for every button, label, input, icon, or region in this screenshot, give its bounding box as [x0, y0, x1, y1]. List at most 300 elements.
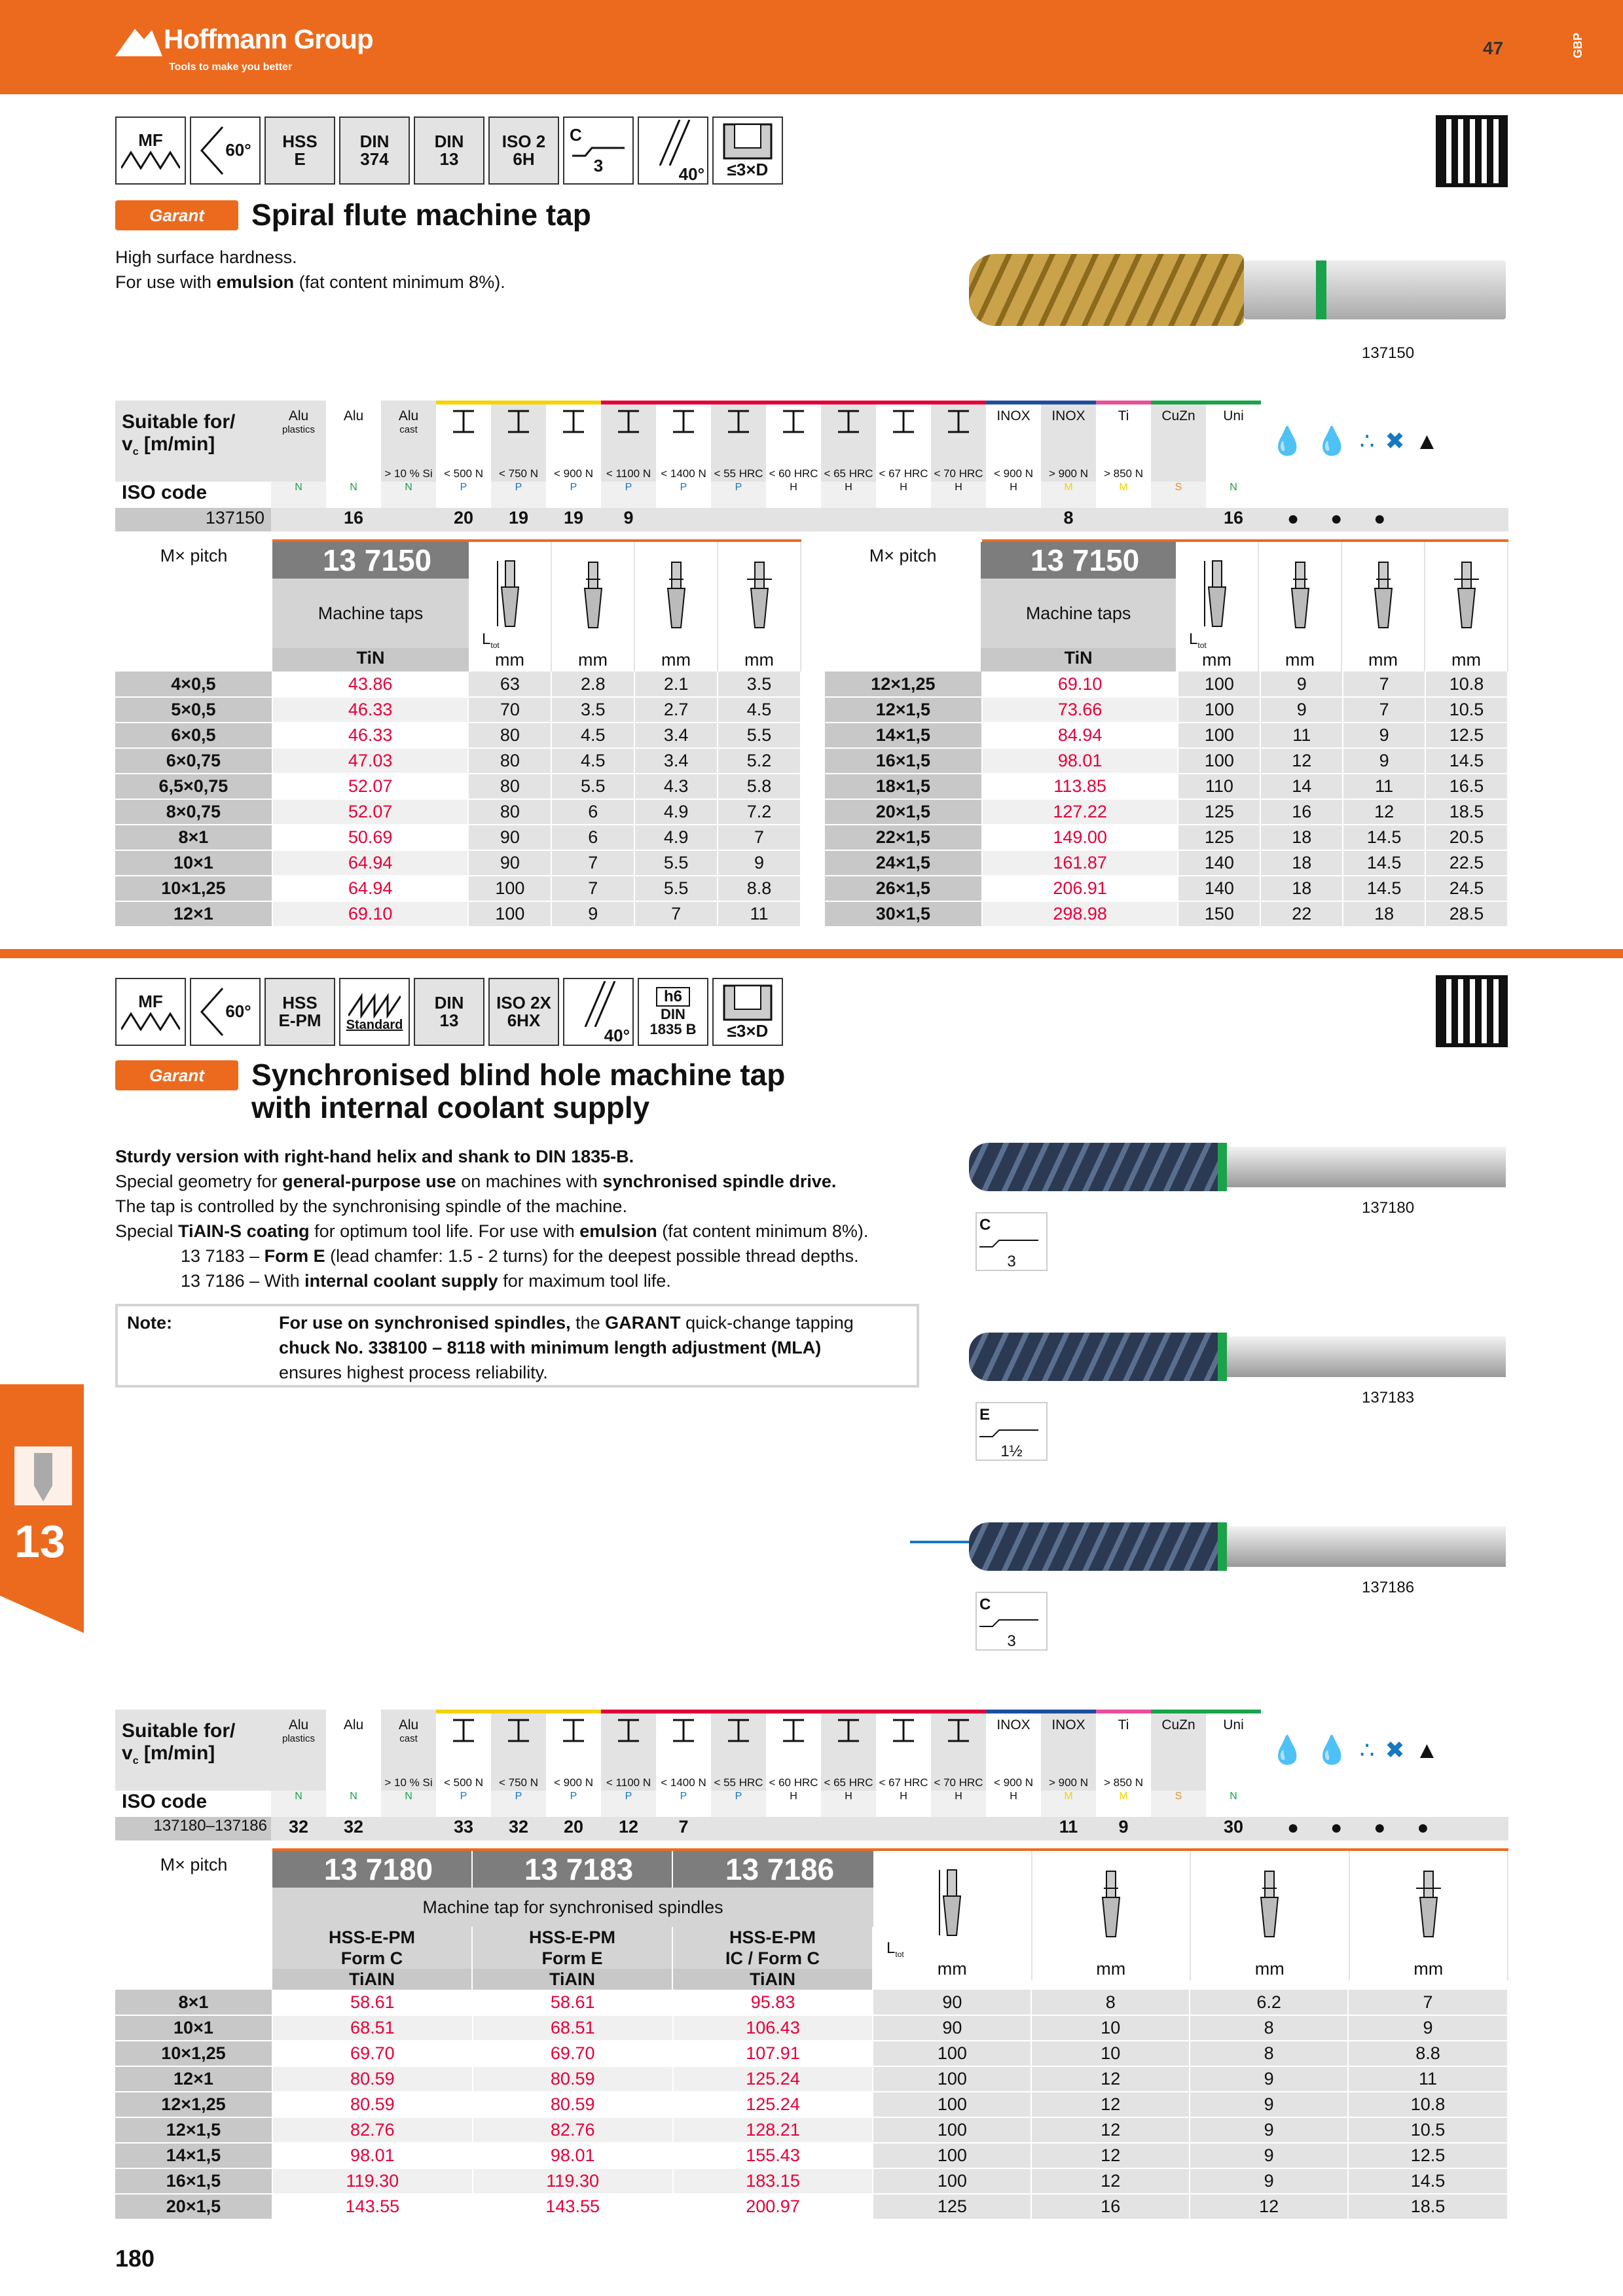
- table-row[interactable]: [115, 2168, 1508, 2194]
- dim-col-header: $L_{tot}$ mm: [469, 542, 552, 672]
- tool-image-1: [969, 1333, 1506, 1483]
- chamfer-c-symbol: C 3: [563, 117, 634, 185]
- tool-spec-header: HSS-E-PM Form C TiAIN: [272, 1927, 473, 1990]
- drill-chapter-icon: [14, 1446, 72, 1505]
- steel-beam-icon: [725, 1717, 752, 1744]
- s1-description: [115, 245, 505, 295]
- table-row[interactable]: [115, 2015, 1508, 2041]
- mf-symbol: MF: [115, 978, 186, 1046]
- material-limit: < 1100 N: [606, 1776, 651, 1789]
- speed-cell: [1096, 508, 1151, 531]
- dimension-cell: 7: [718, 825, 801, 850]
- thread-size-cell: 30×1,5: [825, 901, 982, 927]
- price-cell: 58.61: [272, 1990, 473, 2015]
- material-col-0: [271, 401, 326, 482]
- price-cell: 64.94: [272, 850, 469, 876]
- dimension-cell: 14.5: [1348, 2168, 1508, 2194]
- table-row[interactable]: [115, 2041, 1508, 2066]
- s1-product-title: Spiral flute machine tap: [251, 198, 591, 232]
- iso-code-cell: P: [656, 482, 711, 508]
- thread-size-cell: 12×1,5: [115, 2117, 272, 2143]
- price-cell: 128.21: [673, 2117, 873, 2143]
- oil-drop-icon: 💧: [1270, 425, 1305, 456]
- dimension-cell: 11: [1348, 2066, 1508, 2092]
- material-limit: > 850 N: [1103, 467, 1143, 480]
- material-col-13: [986, 1710, 1041, 1791]
- material-limit: < 1400 N: [661, 1776, 706, 1789]
- dimension-cell: 7: [1343, 672, 1425, 697]
- dimension-cell: 22.5: [1425, 850, 1508, 876]
- qr-code[interactable]: [1436, 975, 1508, 1047]
- thread-size-cell: 6×0,75: [115, 748, 272, 774]
- price-cell: 127.22: [982, 799, 1178, 825]
- iso-code-cell: N: [271, 482, 326, 508]
- brand-tagline: Tools to make you better: [169, 62, 293, 73]
- speed-cell: 19: [508, 508, 529, 528]
- dimension-cell: 12: [1031, 2117, 1190, 2143]
- speed-cell: [986, 1817, 1041, 1840]
- dry-icon: ✖: [1385, 427, 1405, 454]
- material-col-17: [1206, 401, 1261, 482]
- table-row[interactable]: [825, 697, 1508, 723]
- table-row[interactable]: [115, 901, 801, 927]
- coating-label: TiN: [981, 648, 1176, 672]
- chapter-tab[interactable]: [0, 1384, 84, 1633]
- price-cell: 125.24: [673, 2092, 873, 2117]
- dim-col-header: mm: [1350, 1851, 1509, 1981]
- iso-code-cell: P: [711, 482, 766, 508]
- table-row[interactable]: [115, 697, 801, 723]
- speed-cell: [271, 508, 326, 531]
- iso-code-cell: M: [1096, 482, 1151, 508]
- speed-cell: 20: [453, 508, 474, 528]
- dimension-cell: 9: [551, 901, 634, 927]
- table-row[interactable]: [115, 850, 801, 876]
- table-row[interactable]: [115, 672, 801, 697]
- material-name: Alu: [343, 1717, 364, 1732]
- material-col-4: [491, 1710, 546, 1791]
- price-cell: 82.76: [272, 2117, 473, 2143]
- iso-code-cell: N: [326, 482, 381, 508]
- dimension-cell: 14: [1260, 774, 1343, 799]
- s1-left-head: [115, 542, 801, 672]
- din-13-symbol: DIN 13: [414, 978, 484, 1046]
- tool-image-2: [969, 1522, 1506, 1673]
- dimension-cell: 7.2: [718, 799, 801, 825]
- speed-cell: [766, 508, 821, 531]
- table-row[interactable]: [115, 2117, 1508, 2143]
- iso-code-cell: H: [931, 1791, 986, 1817]
- speed-cell: [1151, 508, 1206, 531]
- material-sub: plastics: [282, 1733, 316, 1744]
- price-cell: 200.97: [673, 2194, 873, 2219]
- material-limit: > 10 % Si: [384, 1776, 433, 1789]
- iso-code-cell: P: [546, 482, 601, 508]
- steel-beam-icon: [505, 1717, 532, 1744]
- iso-code-cell: P: [711, 1791, 766, 1817]
- speed-cell: 32: [343, 1817, 364, 1837]
- material-columns: [271, 1710, 1261, 1791]
- table-row[interactable]: [115, 876, 801, 901]
- table-row[interactable]: [115, 2092, 1508, 2117]
- garant-brand-badge: Garant: [115, 1060, 238, 1090]
- overall-length-icon: [1201, 558, 1233, 630]
- speed-row: [115, 1817, 1508, 1840]
- note-box: Note: For use on synchronised spindles, the GARANT quick-change tapping chuck No. 338100 – 8118 with minimum length adjustment (MLA) ensures highest process reliability.: [115, 1304, 919, 1388]
- dimension-cell: 16: [1260, 799, 1343, 825]
- iso-code-cell: H: [931, 482, 986, 508]
- price-cell: 69.70: [473, 2041, 673, 2066]
- table-row[interactable]: [825, 748, 1508, 774]
- iso-code-cell: N: [1206, 1791, 1261, 1817]
- material-limit: < 60 HRC: [769, 1776, 818, 1789]
- dimension-cell: 5.5: [634, 850, 718, 876]
- material-col-6: [601, 1710, 656, 1791]
- dimension-cell: 24.5: [1425, 876, 1508, 901]
- speed-cell: 20: [563, 1817, 584, 1837]
- speed-cell: [876, 1817, 931, 1840]
- article-ref-137180: 13 7180: [272, 1851, 473, 1888]
- material-sub: cast: [399, 424, 418, 435]
- iso-code-cell: P: [436, 1791, 491, 1817]
- material-col-7: [656, 1710, 711, 1791]
- material-col-11: [876, 1710, 931, 1791]
- steel-beam-icon: [560, 1717, 587, 1744]
- material-limit: < 900 N: [553, 1776, 593, 1789]
- dimension-cell: 14.5: [1343, 876, 1425, 901]
- iso-code-cell: H: [986, 1791, 1041, 1817]
- table-row[interactable]: [115, 2194, 1508, 2219]
- coolant-arrow-icon: [910, 1541, 969, 1543]
- iso-code-cell: N: [381, 1791, 436, 1817]
- table-row[interactable]: [825, 672, 1508, 697]
- material-col-12: [931, 1710, 986, 1791]
- table-row[interactable]: [825, 825, 1508, 850]
- material-limit: < 65 HRC: [824, 1776, 873, 1789]
- hss-e-pm-symbol: HSS E-PM: [264, 978, 335, 1046]
- material-columns: [271, 401, 1261, 482]
- dimension-cell: 125: [1178, 825, 1260, 850]
- price-cell: 46.33: [272, 697, 469, 723]
- price-cell: 155.43: [673, 2143, 873, 2168]
- dimension-cell: 16.5: [1425, 774, 1508, 799]
- material-col-1: [326, 1710, 381, 1791]
- thread-size-cell: 6×0,5: [115, 723, 272, 748]
- thread-size-cell: 6,5×0,75: [115, 774, 272, 799]
- standard-symbol: Standard: [339, 978, 410, 1046]
- dimension-cell: 2.8: [551, 672, 634, 697]
- s1-suitability-table: [115, 401, 1508, 531]
- thread-diameter-icon: [1284, 560, 1317, 632]
- thread-size-cell: 18×1,5: [825, 774, 982, 799]
- iso-code-cell: H: [876, 482, 931, 508]
- iso-code-cell: M: [1096, 1791, 1151, 1817]
- table-row[interactable]: [825, 723, 1508, 748]
- dimension-cell: 5.2: [718, 748, 801, 774]
- speed-row-label: 137150: [115, 508, 271, 531]
- iso-2x-6hx-symbol: ISO 2X 6HX: [488, 978, 559, 1046]
- material-limit: < 60 HRC: [769, 467, 818, 480]
- speed-cell: [821, 1817, 876, 1840]
- iso-code-cell: P: [601, 1791, 656, 1817]
- price-cell: 183.15: [673, 2168, 873, 2194]
- coolant-dot: ●: [1417, 1817, 1429, 1839]
- dim-col-header: mm: [1191, 1851, 1350, 1981]
- price-cell: 95.83: [673, 1990, 873, 2015]
- iso-code-cell: P: [546, 1791, 601, 1817]
- dimension-cell: 12: [1260, 748, 1343, 774]
- brand-logo[interactable]: Hoffmann Group: [164, 24, 373, 54]
- dimension-cell: 11: [1343, 774, 1425, 799]
- steel-beam-icon: [890, 408, 917, 435]
- iso-code-cell: P: [656, 1791, 711, 1817]
- material-name: Alu: [288, 408, 309, 423]
- coolant-dot: ●: [1287, 1817, 1300, 1839]
- speed-cell: [876, 508, 931, 531]
- material-sub: plastics: [282, 424, 316, 435]
- dimension-cell: 11: [718, 901, 801, 927]
- dim-col-header: mm: [1425, 542, 1508, 672]
- dimension-cell: 22: [1260, 901, 1343, 927]
- table-row[interactable]: [115, 2066, 1508, 2092]
- iso-code-cell: N: [271, 1791, 326, 1817]
- material-col-10: [821, 1710, 876, 1791]
- dimension-cell: 4.3: [634, 774, 718, 799]
- table-row[interactable]: [825, 901, 1508, 927]
- material-col-15: [1096, 1710, 1151, 1791]
- thread-size-cell: 16×1,5: [825, 748, 982, 774]
- table-row[interactable]: [115, 723, 801, 748]
- coating-label: TiN: [272, 648, 469, 672]
- table-row[interactable]: [115, 799, 801, 825]
- steel-beam-icon: [945, 1717, 972, 1744]
- dimension-cell: 8: [1190, 2041, 1348, 2066]
- dimension-cell: 3.5: [718, 672, 801, 697]
- speed-cell: 16: [1223, 508, 1244, 528]
- price-cell: 68.51: [473, 2015, 673, 2041]
- dimension-cell: 9: [1260, 672, 1343, 697]
- table-row[interactable]: [115, 825, 801, 850]
- s2-product-title: Synchronised blind hole machine tap with internal coolant supply: [251, 1058, 786, 1124]
- helix-40-symbol: 40°: [638, 117, 708, 185]
- thread-diameter-icon: [1095, 1869, 1127, 1941]
- dimension-cell: 18: [1260, 825, 1343, 850]
- helix-icon: [579, 981, 618, 1027]
- page-number: 47: [1483, 38, 1504, 58]
- dimension-cell: 4.9: [634, 799, 718, 825]
- table-row[interactable]: [825, 774, 1508, 799]
- dimension-cell: 125: [1178, 799, 1260, 825]
- dimension-cell: 7: [1348, 1990, 1508, 2015]
- price-cell: 98.01: [473, 2143, 673, 2168]
- oil-drop-icon: 💧: [1270, 1734, 1305, 1765]
- table-row[interactable]: [825, 799, 1508, 825]
- suitable-label: Suitable for/ $v_c$ [m/min]: [115, 401, 271, 482]
- thread-size-cell: 4×0,5: [115, 672, 272, 697]
- dimension-cell: 9: [1190, 2092, 1348, 2117]
- iso-code-cell: H: [766, 482, 821, 508]
- dim-col-header: $L_{tot}$ mm: [873, 1851, 1032, 1981]
- table-row[interactable]: [825, 876, 1508, 901]
- thread-size-cell: 8×1: [115, 1990, 272, 2015]
- dimension-cell: 8.8: [1348, 2041, 1508, 2066]
- chamfer-form-icon: C 3: [976, 1212, 1048, 1271]
- table-row[interactable]: [115, 774, 801, 799]
- mql-icon: ▲: [1415, 1736, 1439, 1763]
- price-cell: 68.51: [272, 2015, 473, 2041]
- thread-size-cell: 12×1: [115, 2066, 272, 2092]
- steel-beam-icon: [560, 408, 587, 435]
- thread-diameter-icon: [577, 560, 610, 632]
- price-cell: 98.01: [272, 2143, 473, 2168]
- price-cell: 107.91: [673, 2041, 873, 2066]
- table-row[interactable]: [115, 1990, 1508, 2015]
- blind-hole-depth-symbol: ≤3×D: [712, 978, 783, 1046]
- dimension-cell: 7: [551, 876, 634, 901]
- dimension-cell: 80: [468, 774, 551, 799]
- tool-ref: 137186: [1362, 1579, 1415, 1596]
- group-label: Machine taps: [272, 579, 469, 648]
- material-name: INOX: [1051, 1717, 1085, 1732]
- section-divider: [0, 949, 1623, 958]
- speed-cell: [931, 508, 986, 531]
- thread-size-cell: 22×1,5: [825, 825, 982, 850]
- steel-beam-icon: [945, 408, 972, 435]
- mist-icon: ∴: [1359, 1736, 1375, 1763]
- dimension-cell: 80: [468, 799, 551, 825]
- price-cell: 50.69: [272, 825, 469, 850]
- material-name: Ti: [1118, 1717, 1129, 1732]
- dimension-cell: 140: [1178, 876, 1260, 901]
- dimension-cell: 2.7: [634, 697, 718, 723]
- dimension-cell: 9: [1190, 2168, 1348, 2194]
- material-col-16: [1151, 401, 1206, 482]
- price-cell: 47.03: [272, 748, 469, 774]
- material-name: CuZn: [1161, 408, 1195, 423]
- price-cell: 69.10: [272, 901, 469, 927]
- price-cell: 125.24: [673, 2066, 873, 2092]
- material-col-12: [931, 401, 986, 482]
- dimension-cell: 10: [1031, 2041, 1190, 2066]
- dimension-cell: 6.2: [1190, 1990, 1348, 2015]
- dim-col-header: mm: [1342, 542, 1425, 672]
- s1-tool-image: [969, 247, 1506, 332]
- price-cell: 113.85: [982, 774, 1178, 799]
- price-cell: 119.30: [272, 2168, 473, 2194]
- dimension-cell: 12: [1343, 799, 1425, 825]
- dimension-cell: 90: [873, 2015, 1031, 2041]
- dimension-cell: 14.5: [1425, 748, 1508, 774]
- table-row[interactable]: [825, 850, 1508, 876]
- material-limit: > 850 N: [1103, 1776, 1143, 1789]
- price-cell: 80.59: [473, 2066, 673, 2092]
- steel-beam-icon: [890, 1717, 917, 1744]
- table-row[interactable]: [115, 2143, 1508, 2168]
- chamfer-icon: [572, 144, 625, 157]
- material-col-7: [656, 401, 711, 482]
- material-limit: > 10 % Si: [384, 467, 433, 480]
- speed-cell: 12: [618, 1817, 639, 1837]
- price-cell: 52.07: [272, 774, 469, 799]
- material-col-8: [711, 1710, 766, 1791]
- material-col-8: [711, 401, 766, 482]
- material-limit: > 900 N: [1048, 1776, 1088, 1789]
- dimension-cell: 100: [873, 2092, 1031, 2117]
- material-name: Ti: [1118, 408, 1129, 423]
- price-cell: 73.66: [982, 697, 1178, 723]
- dimension-cell: 18.5: [1348, 2194, 1508, 2219]
- price-cell: 149.00: [982, 825, 1178, 850]
- dimension-cell: 18.5: [1425, 799, 1508, 825]
- tool-image-0: [969, 1143, 1506, 1293]
- shank-diameter-icon: [1367, 560, 1400, 632]
- chamfer-form-icon: E 1½: [976, 1402, 1048, 1461]
- qr-code[interactable]: [1436, 115, 1508, 187]
- material-limit: < 67 HRC: [879, 467, 928, 480]
- speed-cell: 8: [1063, 508, 1074, 528]
- material-name: Alu: [343, 408, 364, 423]
- dim-col-header: mm: [718, 542, 801, 672]
- speed-cell: [931, 1817, 986, 1840]
- material-col-9: [766, 401, 821, 482]
- dimension-cell: 110: [1178, 774, 1260, 799]
- angle-symbol: 60°: [190, 117, 261, 185]
- din-13-symbol: DIN 13: [414, 117, 484, 185]
- material-col-16: [1151, 1710, 1206, 1791]
- dimension-cell: 12: [1031, 2066, 1190, 2092]
- square-size-icon: [743, 560, 776, 632]
- thread-size-cell: 20×1,5: [825, 799, 982, 825]
- thread-size-cell: 12×1,25: [115, 2092, 272, 2117]
- steel-beam-icon: [725, 408, 752, 435]
- iso-code-cell: N: [381, 482, 436, 508]
- material-limit: < 65 HRC: [824, 467, 873, 480]
- mf-symbol: MF: [115, 117, 186, 185]
- iso-code-row: [115, 482, 1508, 508]
- price-cell: 143.55: [272, 2194, 473, 2219]
- dimension-cell: 100: [873, 2168, 1031, 2194]
- dimension-cell: 9: [1190, 2066, 1348, 2092]
- s1-suit-header: [115, 401, 1508, 482]
- material-limit: > 900 N: [1048, 467, 1088, 480]
- iso-code-cell: M: [1041, 482, 1096, 508]
- dimension-cell: 6: [551, 799, 634, 825]
- thread-profile-icon: [121, 1011, 180, 1031]
- s2-symbol-row: [115, 978, 783, 1046]
- s1-right-head: [825, 542, 1508, 672]
- chapter-number: 13: [14, 1516, 65, 1567]
- dimension-cell: 5.5: [551, 774, 634, 799]
- suitable-label: Suitable for/ $v_c$ [m/min]: [115, 1710, 271, 1791]
- helix-icon: [653, 120, 693, 166]
- thread-size-cell: 12×1,25: [825, 672, 982, 697]
- material-limit: < 500 N: [443, 467, 483, 480]
- dim-col-header: mm: [552, 542, 635, 672]
- steel-beam-icon: [615, 408, 642, 435]
- thread-size-cell: 26×1,5: [825, 876, 982, 901]
- dimension-cell: 70: [468, 697, 551, 723]
- iso-code-cell: P: [491, 482, 546, 508]
- price-cell: 43.86: [272, 672, 469, 697]
- iso-code-cell: S: [1151, 482, 1206, 508]
- speed-row: [115, 508, 1508, 531]
- speed-cell: [711, 1817, 766, 1840]
- table-row[interactable]: [115, 748, 801, 774]
- thread-size-cell: 24×1,5: [825, 850, 982, 876]
- price-cell: 82.76: [473, 2117, 673, 2143]
- s1-dim-table-right: [825, 539, 1508, 927]
- tool-ref: 137180: [1362, 1199, 1415, 1217]
